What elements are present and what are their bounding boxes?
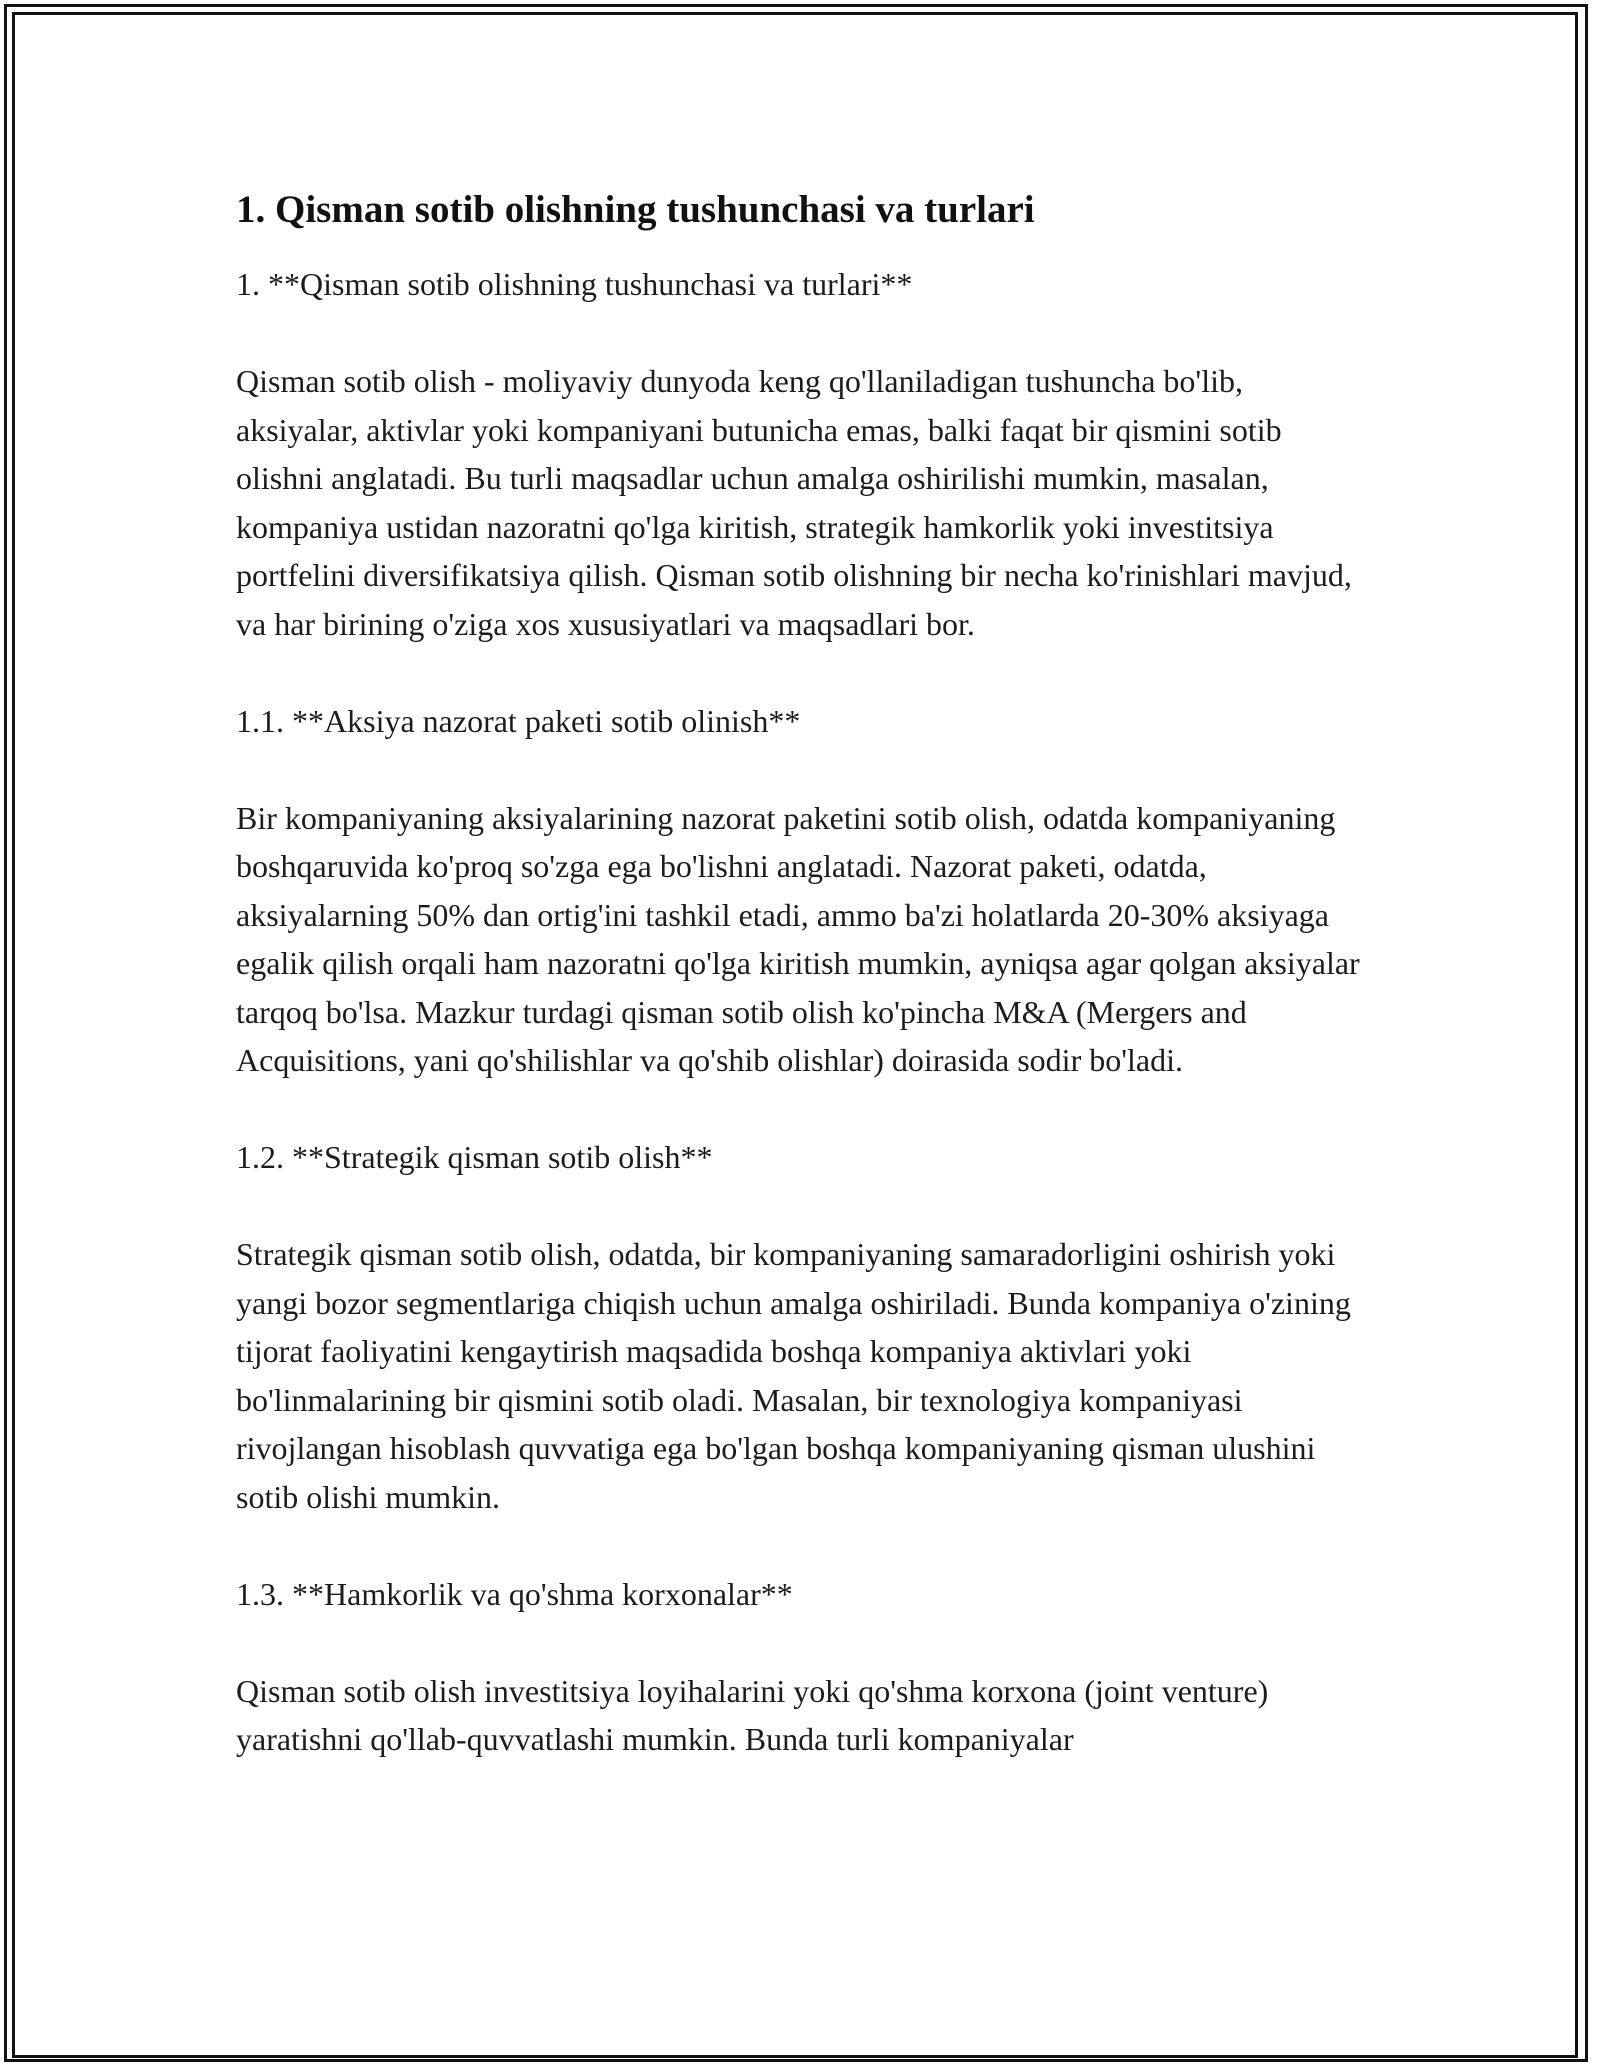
section-heading-1-3: 1.3. **Hamkorlik va qo'shma korxonalar** — [236, 1575, 793, 1612]
document-body — [236, 186, 1372, 1812]
document-title: 1. Qisman sotib olishning tushunchasi va turlari — [236, 188, 1035, 231]
paragraph-controlling-stake: Bir kompaniyaning aksiyalarining nazorat paketini sotib olish, odatda kompaniyaning boshqaruvida ko'proq so'zga ega bo'lishni anglatadi. Nazorat paketi, odatda, aksiyalarning 50% dan ortig'ini tashkil etadi, ammo ba'zi holatlarda 20-30% aksiyaga egalik qilish orqali ham nazoratni qo'lga kiritish mumkin, ayniqsa agar qolgan aksiyalar tarqoq bo'lsa. Mazkur turdagi qisman sotib olish ko'pincha M&A (Mergers and Acquisitions, yani qo'shilishlar va qo'shib olishlar) doirasida sodir bo'ladi. — [236, 799, 1360, 1078]
section-heading-1-1: 1.1. **Aksiya nazorat paketi sotib olinish** — [236, 702, 801, 739]
paragraph-intro: Qisman sotib olish - moliyaviy dunyoda keng qo'llaniladigan tushuncha bo'lib, aksiyalar, aktivlar yoki kompaniyani butunicha emas, balki faqat bir qismini sotib olishni anglatadi. Bu turli maqsadlar uchun amalga oshirilishi mumkin, masalan, kompaniya ustidan nazoratni qo'lga kiritish, strategik hamkorlik yoki investitsiya portfelini diversifikatsiya qilish. Qisman sotib olishning bir necha ko'rinishlari mavjud, va har birining o'ziga xos xususiyatlari va maqsadlari bor. — [236, 363, 1352, 642]
paragraph-joint-venture: Qisman sotib olish investitsiya loyihalarini yoki qo'shma korxona (joint venture) yaratishni qo'llab-quvvatlashi mumkin. Bunda turli kompaniyalar — [236, 1672, 1269, 1757]
paragraph-strategic: Strategik qisman sotib olish, odatda, bir kompaniyaning samaradorligini oshirish yoki yangi bozor segmentlariga chiqish uchun amalga oshiriladi. Bunda kompaniya o'zining tijorat faoliyatini kengaytirish maqsadida boshqa kompaniya aktivlari yoki bo'linmalarining bir qismini sotib oladi. Masalan, bir texnologiya kompaniyasi rivojlangan hisoblash quvvatiga ega bo'lgan boshqa kompaniyaning qisman ulushini sotib olishi mumkin. — [236, 1236, 1351, 1515]
section-heading-1-2: 1.2. **Strategik qisman sotib olish** — [236, 1139, 713, 1175]
section-heading-1: 1. **Qisman sotib olishning tushunchasi va turlari** — [236, 266, 913, 302]
